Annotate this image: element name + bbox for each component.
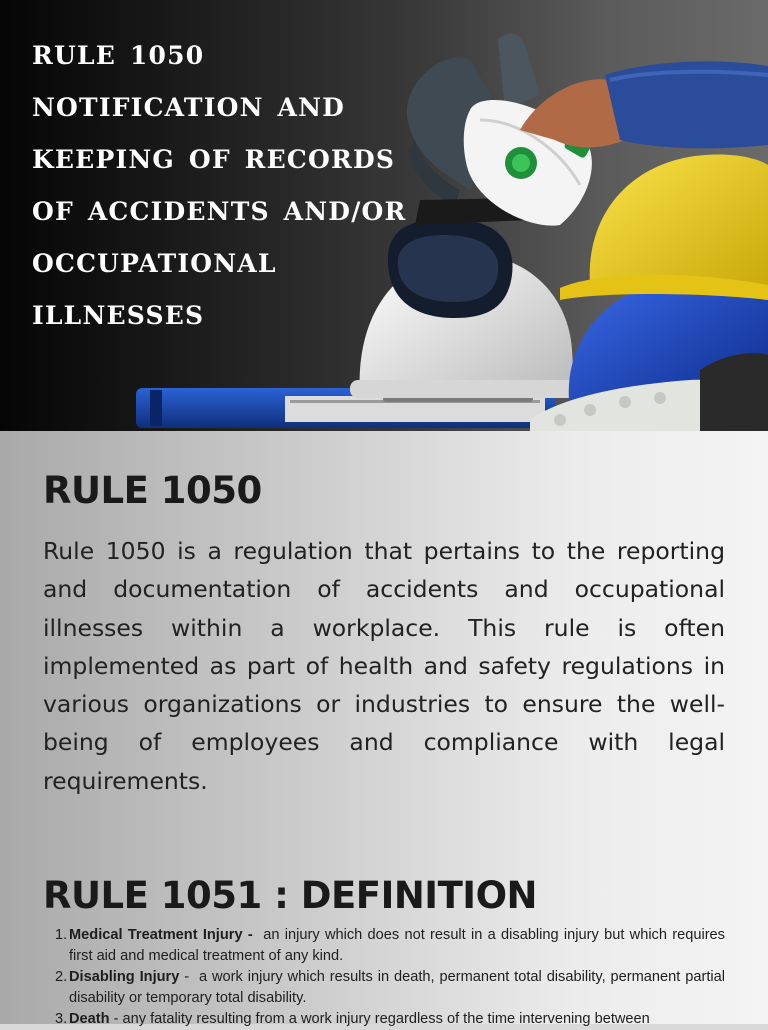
hard-hat-icon — [560, 155, 768, 300]
list-item-number: 2. — [55, 969, 68, 985]
intro-paragraph: Rule 1050 is a regulation that pertains to the reporting and documentation of accidents and occupational illnesses within a workplace. This rule is often implemented as part of health and safety regulations in various organizations or industries to ensure the well-being of employees and compliance with legal requirements. — [43, 537, 725, 795]
definition-text: an injury which does not result in a disabling injury but which requires first aid and medical treatment of any kind. — [69, 927, 730, 964]
list-item — [43, 1009, 725, 1030]
section-heading-rule-1051: RULE 1051 : DEFINITION — [43, 874, 537, 917]
list-item-number: 1. — [55, 927, 68, 943]
definition-term: Disabling Injury — [69, 969, 180, 985]
list-item — [43, 967, 730, 1009]
definition-term: Death — [69, 1011, 110, 1027]
list-item — [43, 925, 730, 967]
section-heading-rule-1050: RULE 1050 — [43, 469, 262, 512]
list-item-number: 3. — [55, 1011, 68, 1027]
hero-banner — [0, 0, 768, 431]
definition-text: - any fatality resulting from a work injury regardless of the time intervening between — [109, 1011, 650, 1027]
definition-list — [43, 925, 730, 1030]
hero-title: RULE 1050 NOTIFICATION AND KEEPING OF RECORDS OF ACCIDENTS AND/OR OCCUPATIONAL ILLNESSES — [32, 41, 407, 330]
definition-text: - a work injury which results in death, permanent total disability, permanent partial disability or temporary total disability. — [69, 969, 730, 1006]
content-section — [0, 431, 768, 1027]
definition-term: Medical Treatment Injury - — [69, 927, 253, 943]
